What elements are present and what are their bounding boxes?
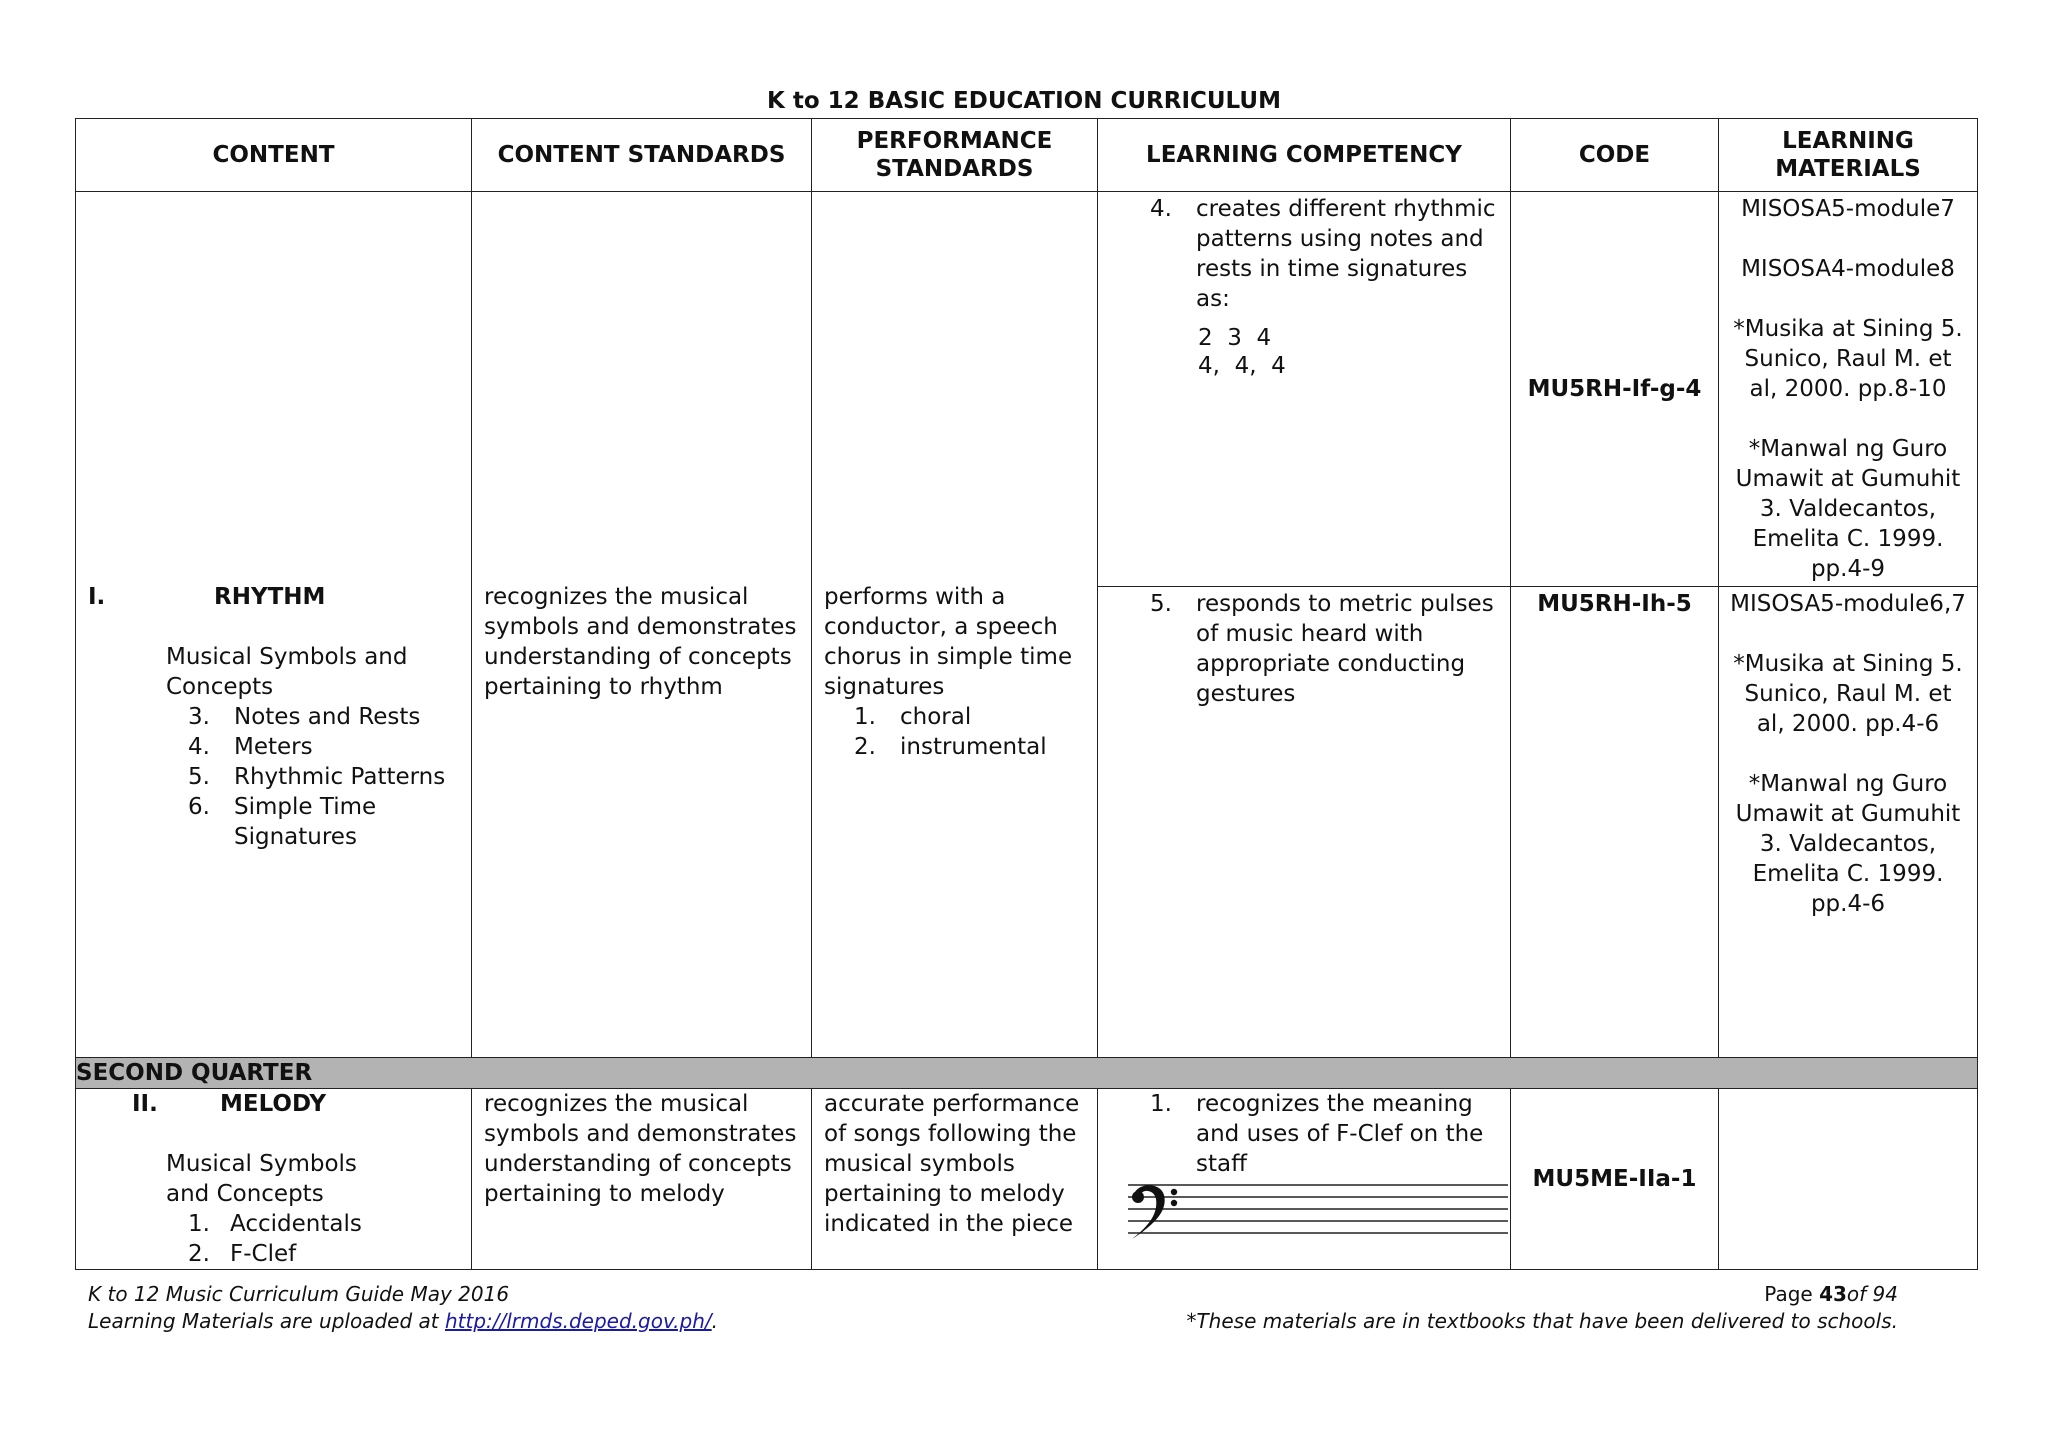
melody-code-cell <box>1511 1089 1719 1270</box>
rhythm-row-competency-4 <box>76 192 1978 587</box>
material-item: MISOSA5-module7 <box>1741 196 1955 222</box>
footer-uploaded: Learning Materials are uploaded at http://lrmds.deped.gov.ph/. <box>88 1309 719 1333</box>
melody-content-standard-cell <box>472 1089 812 1270</box>
materials-5-cell <box>1719 587 1978 1058</box>
melody-row <box>76 1089 1978 1270</box>
curriculum-table <box>75 118 1978 1270</box>
material-item: *Manwal ng Guro Umawit at Gumuhit 3. Valdecantos, Emelita C. 1999. pp.4-9 <box>1735 436 1961 582</box>
header-learning-materials: LEARNING MATERIALS <box>1719 119 1978 192</box>
list-item: 5. Rhythmic Patterns <box>188 764 446 790</box>
melody-content-standard: recognizes the musical symbols and demonstrates understanding of concepts pertaining to melody <box>484 1091 797 1207</box>
melody-materials-cell <box>1719 1089 1978 1270</box>
footer-left <box>88 1281 718 1335</box>
rhythm-title: RHYTHM <box>214 584 326 610</box>
competency-4-cell <box>1098 192 1511 587</box>
list-item: 1. choral <box>854 704 972 730</box>
document-title: K to 12 BASIC EDUCATION CURRICULUM <box>767 88 1281 114</box>
competency-4-text: creates different rhythmic patterns using notes and rests in time signatures as: <box>1196 196 1496 312</box>
list-item: 3. Notes and Rests <box>188 704 421 730</box>
melody-subtitle: Musical Symbols and Concepts <box>166 1151 357 1207</box>
footer-note: *These materials are in textbooks that have been delivered to schools. <box>1186 1309 1898 1333</box>
second-quarter-label: SECOND QUARTER <box>76 1058 1978 1089</box>
footer-guide: K to 12 Music Curriculum Guide May 2016 <box>88 1282 510 1306</box>
melody-roman: II. <box>132 1091 158 1117</box>
material-item: MISOSA4-module8 <box>1741 256 1955 282</box>
competency-5-number: 5. <box>1150 591 1172 617</box>
time-signature-top: 2 3 4 <box>1198 325 1272 351</box>
time-signatures <box>1098 324 1510 380</box>
competency-4-number: 4. <box>1150 196 1172 222</box>
f-clef-staff <box>1098 1179 1510 1243</box>
header-performance-standards: PERFORMANCE STANDARDS <box>812 119 1098 192</box>
list-item: 2. instrumental <box>854 734 1047 760</box>
competency-5-text: responds to metric pulses of music heard with appropriate conducting gestures <box>1196 591 1494 707</box>
melody-content-cell <box>76 1089 472 1270</box>
code-4: MU5RH-If-g-4 <box>1527 376 1702 402</box>
melody-code: MU5ME-IIa-1 <box>1532 1166 1697 1192</box>
material-item: MISOSA5-module6,7 <box>1730 591 1966 617</box>
material-item: *Musika at Sining 5. Sunico, Raul M. et al, 2000. pp.8-10 <box>1733 316 1963 402</box>
material-item: *Manwal ng Guro Umawit at Gumuhit 3. Valdecantos, Emelita C. 1999. pp.4-6 <box>1735 771 1961 917</box>
code-5-cell <box>1511 587 1719 1058</box>
page-number: Page 43of 94 <box>1764 1282 1898 1306</box>
header-content: CONTENT <box>76 119 472 192</box>
header-code: CODE <box>1511 119 1719 192</box>
melody-performance-standard: accurate performance of songs following the musical symbols pertaining to melody indicated in the piece <box>824 1091 1080 1237</box>
list-item: 6. Simple Time Signatures <box>188 794 377 850</box>
materials-4-cell <box>1719 192 1978 587</box>
rhythm-subtitle: Musical Symbols and Concepts <box>166 644 408 700</box>
melody-title: MELODY <box>220 1091 327 1117</box>
header-content-standards: CONTENT STANDARDS <box>472 119 812 192</box>
header-learning-competency: LEARNING COMPETENCY <box>1098 119 1511 192</box>
competency-5-cell <box>1098 587 1511 1058</box>
melody-competency-text: recognizes the meaning and uses of F-Clef on the staff <box>1196 1091 1484 1177</box>
second-quarter-row <box>76 1058 1978 1089</box>
rhythm-performance-standard: performs with a conductor, a speech chorus in simple time signatures <box>824 584 1073 700</box>
rhythm-content-standard-cell <box>472 192 812 1058</box>
code-4-cell <box>1511 192 1719 587</box>
rhythm-content-cell <box>76 192 472 1058</box>
melody-competency-number: 1. <box>1150 1091 1172 1117</box>
list-item: 1. Accidentals <box>188 1211 362 1237</box>
code-5: MU5RH-Ih-5 <box>1537 591 1692 617</box>
rhythm-roman: I. <box>88 584 106 610</box>
list-item: 4. Meters <box>188 734 313 760</box>
rhythm-performance-standard-cell <box>812 192 1098 1058</box>
time-signature-bottom: 4, 4, 4 <box>1198 353 1286 379</box>
rhythm-topic-list <box>88 702 459 852</box>
melody-topic-list <box>132 1209 459 1269</box>
rhythm-performance-list <box>824 702 1085 762</box>
material-item: *Musika at Sining 5. Sunico, Raul M. et al, 2000. pp.4-6 <box>1733 651 1963 737</box>
lrmds-link[interactable]: http://lrmds.deped.gov.ph/ <box>444 1309 712 1333</box>
header-row <box>76 119 1978 192</box>
list-item: 2. F-Clef <box>188 1241 297 1267</box>
rhythm-content-standard: recognizes the musical symbols and demonstrates understanding of concepts pertaining to rhythm <box>484 584 797 700</box>
f-clef-staff-icon <box>1128 1179 1508 1243</box>
melody-performance-standard-cell <box>812 1089 1098 1270</box>
melody-competency-cell <box>1098 1089 1511 1270</box>
footer-right <box>1186 1281 1898 1335</box>
